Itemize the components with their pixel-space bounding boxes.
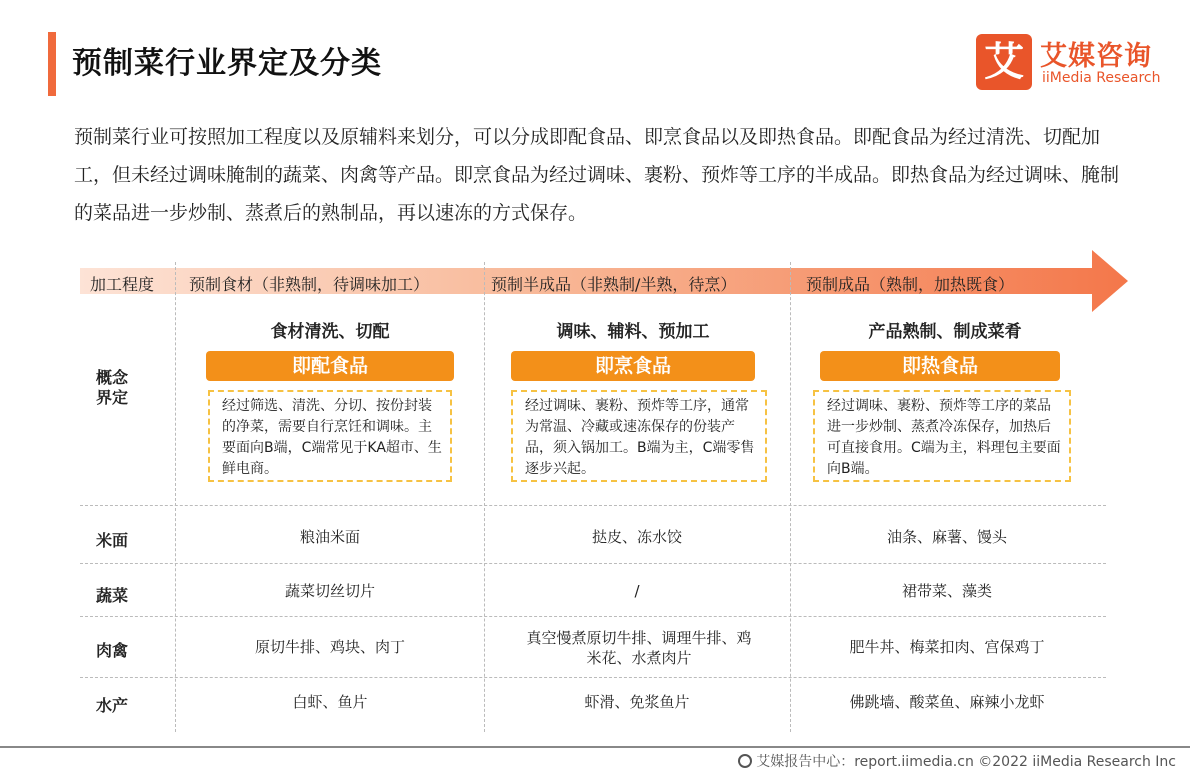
category-description-2: 经过调味、裹粉、预炸等工序，通常为常温、冷藏或速冻保存的份装产品，须入锅加工。B端为主，C端零售逐步兴起。: [511, 390, 767, 482]
column-divider: [790, 262, 791, 732]
table-cell: /: [634, 582, 640, 600]
table-cell: 原切牛排、鸡块、肉丁: [254, 638, 405, 656]
stage-label-1: 预制食材（非熟制，待调味加工）: [189, 275, 430, 294]
page-title: 预制菜行业界定及分类: [72, 46, 382, 81]
column-process-3: 产品熟制、制成菜肴: [868, 322, 1022, 342]
table-cell: 肥牛丼、梅菜扣肉、宫保鸡丁: [849, 638, 1045, 656]
row-label-vegetables: 蔬菜: [96, 586, 129, 605]
table-cell: 裙带菜、藻类: [901, 582, 992, 600]
category-description-3: 经过调味、裹粉、预炸等工序的菜品进一步炒制、蒸煮冷冻保存，加热后可直接食用。C端为主，料理包主要面向B端。: [813, 390, 1071, 482]
row-divider: [80, 616, 1106, 617]
table-cell: 白虾、鱼片: [292, 693, 368, 711]
table-cell: 粮油米面: [299, 528, 360, 546]
processing-degree-label: 加工程度: [90, 275, 155, 294]
column-process-1: 食材清洗、切配: [270, 322, 390, 342]
table-cell: 油条、麻薯、馒头: [886, 528, 1007, 546]
table-cell: 挞皮、冻水饺: [591, 528, 682, 546]
concept-row-label: [96, 368, 128, 408]
row-label-seafood: 水产: [96, 696, 129, 715]
category-pill-ready-to-heat: 即烹食品: [511, 351, 755, 381]
footer: [738, 751, 1176, 771]
table-cell: 虾滑、免浆鱼片: [584, 693, 690, 711]
row-label-meat-poultry: 肉禽: [96, 641, 129, 660]
concept-label-text: 概念 界定: [96, 368, 129, 407]
category-pill-ready-to-eat: 即热食品: [820, 351, 1060, 381]
table-cell: 蔬菜切丝切片: [284, 582, 375, 600]
globe-icon: [738, 754, 752, 768]
title-accent-bar: [48, 32, 56, 96]
logo-mark: 艾: [976, 34, 1032, 90]
row-divider: [80, 505, 1106, 506]
row-divider: [80, 563, 1106, 564]
table-cell: 佛跳墙、酸菜鱼、麻辣小龙虾: [849, 693, 1045, 711]
row-label-noodles-rice: 米面: [96, 531, 129, 550]
logo-chinese-name: 艾媒咨询: [1040, 41, 1152, 72]
intro-paragraph: 预制菜行业可按照加工程度以及原辅料来划分，可以分成即配食品、即烹食品以及即热食品。即配食品为经过清洗、切配加工，但未经过调味腌制的蔬菜、肉禽等产品。即烹食品为经过调味、裹粉、预炸等工序的半成品。即热食品为经过调味、腌制的菜品进一步炒制、蒸煮后的熟制品，再以速冻的方式保存。: [74, 126, 1120, 224]
category-pill-ready-to-cook: 即配食品: [206, 351, 454, 381]
column-divider: [175, 262, 176, 732]
logo-english-name: iiMedia Research: [1042, 70, 1161, 86]
footer-text: 艾媒报告中心：report.iimedia.cn ©2022 iiMedia Research Inc: [756, 754, 1176, 770]
stage-label-3: 预制成品（熟制，加热既食）: [806, 275, 1015, 294]
stage-label-2: 预制半成品（非熟制/半熟，待烹）: [491, 275, 737, 294]
iimedia-logo: [976, 34, 1176, 94]
column-process-2: 调味、辅料、预加工: [556, 322, 710, 342]
row-divider: [80, 677, 1106, 678]
category-description-1: 经过筛选、清洗、分切、按份封装的净菜，需要自行烹饪和调味。主要面向B端，C端常见于KA超市、生鲜电商。: [208, 390, 452, 482]
footer-divider: [0, 746, 1190, 748]
table-cell: 真空慢煮原切牛排、调理牛排、鸡米花、水煮肉片: [526, 629, 752, 667]
